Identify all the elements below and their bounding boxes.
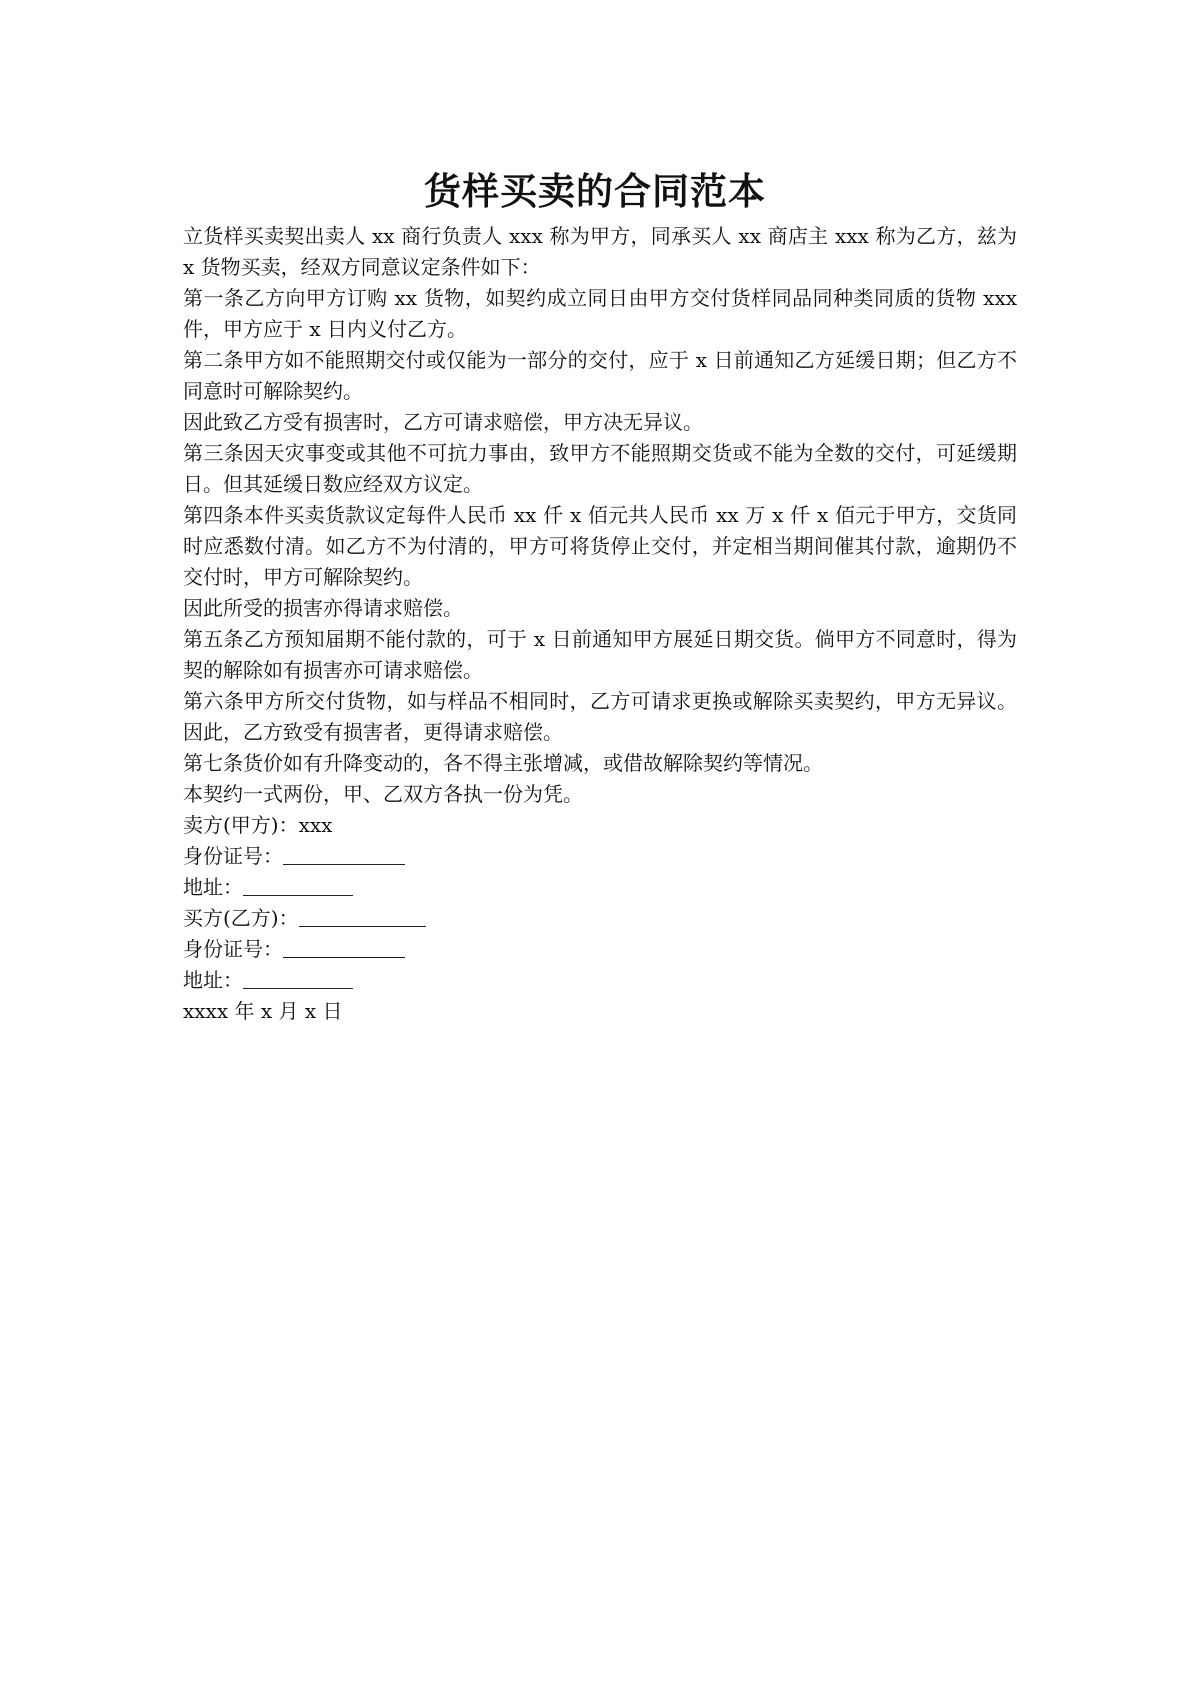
article-5: 第五条乙方预知届期不能付款的，可于 x 日前通知甲方展延日期交货。倘甲方不同意时，得为契的解除如有损害亦可请求赔偿。 [183, 627, 1017, 682]
seller-id-blank [283, 844, 405, 865]
seller-line [183, 810, 1017, 841]
seller-id-line [183, 841, 1017, 872]
seller-label: 卖方(甲方)：xxx [183, 813, 333, 837]
article-4: 第四条本件买卖货款议定每件人民币 xx 仟 x 佰元共人民币 xx 万 x 仟 x 佰元于甲方，交货同时应悉数付清。如乙方不为付清的，甲方可将货停止交付，并定相当期间催其付款，逾期仍不交付时，甲方可解除契约。 [183, 503, 1017, 589]
article-2-note: 因此致乙方受有损害时，乙方可请求赔偿，甲方决无异议。 [183, 410, 703, 434]
contract-preamble: 立货样买卖契出卖人 xx 商行负责人 xxx 称为甲方，同承买人 xx 商店主 xxx 称为乙方，兹为 x 货物买卖，经双方同意议定条件如下： [183, 224, 1017, 279]
article-4-note: 因此所受的损害亦得请求赔偿。 [183, 596, 463, 620]
buyer-address-line [183, 965, 1017, 996]
seller-address-label: 地址： [183, 875, 243, 899]
document-title: 货样买卖的合同范本 [424, 169, 766, 213]
copies-clause: 本契约一式两份，甲、乙双方各执一份为凭。 [183, 782, 583, 806]
document-body [183, 221, 1017, 1027]
seller-address-blank [243, 875, 353, 896]
buyer-id-label: 身份证号： [183, 937, 283, 961]
buyer-address-label: 地址： [183, 968, 243, 992]
buyer-name-blank [299, 906, 426, 927]
article-1: 第一条乙方向甲方订购 xx 货物，如契约成立同日由甲方交付货样同品同种类同质的货物 xxx 件，甲方应于 x 日内义付乙方。 [183, 286, 1017, 341]
buyer-id-blank [283, 937, 405, 958]
article-6: 第六条甲方所交付货物，如与样品不相同时，乙方可请求更换或解除买卖契约，甲方无异议。因此，乙方致受有损害者，更得请求赔偿。 [183, 689, 1017, 744]
buyer-line [183, 903, 1017, 934]
article-3: 第三条因天灾事变或其他不可抗力事由，致甲方不能照期交货或不能为全数的交付，可延缓期日。但其延缓日数应经双方议定。 [183, 441, 1017, 496]
seller-id-label: 身份证号： [183, 844, 283, 868]
buyer-label: 买方(乙方)： [183, 906, 299, 930]
date-line: xxxx 年 x 月 x 日 [183, 999, 343, 1023]
article-7: 第七条货价如有升降变动的，各不得主张增减，或借故解除契约等情况。 [183, 751, 823, 775]
buyer-address-blank [243, 968, 353, 989]
article-2: 第二条甲方如不能照期交付或仅能为一部分的交付，应于 x 日前通知乙方延缓日期；但乙方不同意时可解除契约。 [183, 348, 1017, 403]
seller-address-line [183, 872, 1017, 903]
buyer-id-line [183, 934, 1017, 965]
